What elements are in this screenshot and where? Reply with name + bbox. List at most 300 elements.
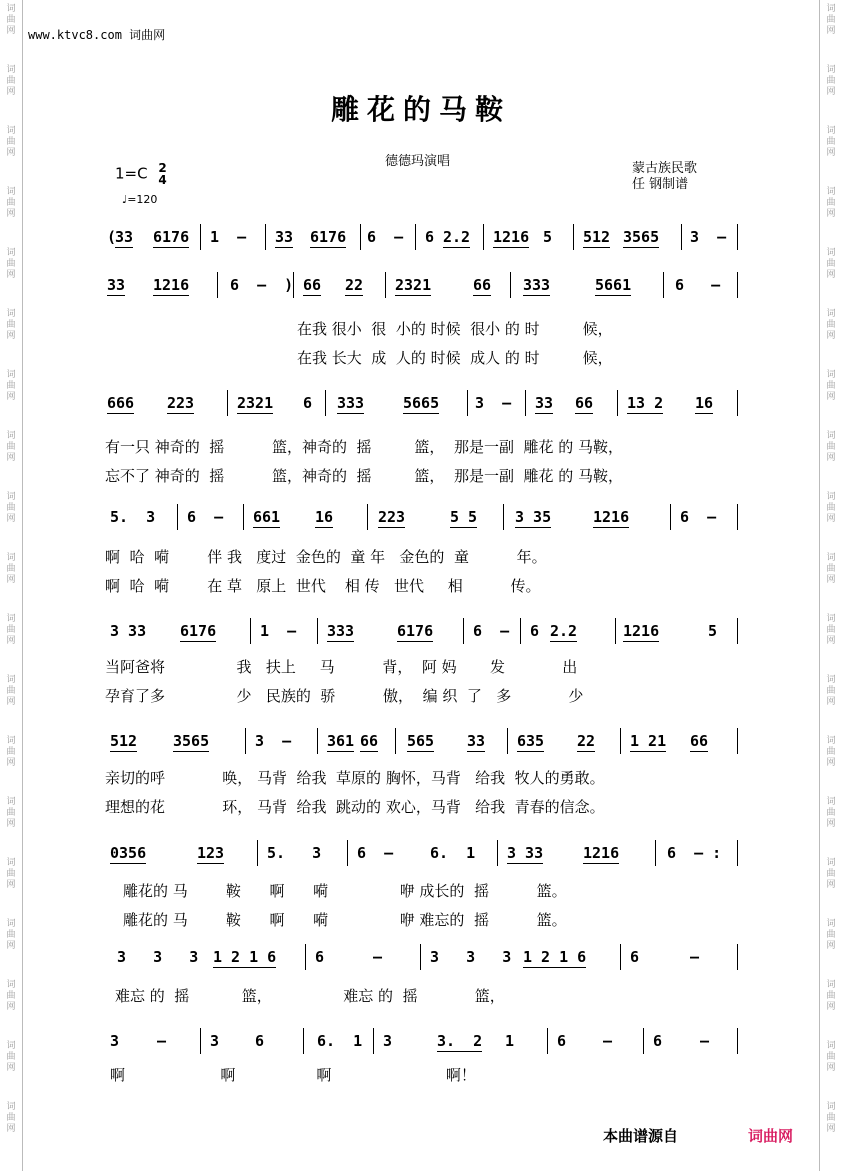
lyric-line — [105, 1064, 741, 1086]
bar-line — [265, 224, 266, 250]
bar-line — [670, 504, 671, 530]
watermark-glyphs — [0, 736, 22, 769]
note-group: 6176 — [153, 228, 190, 246]
watermark-char: 网 — [6, 1002, 16, 1012]
watermark-char: 曲 — [6, 503, 16, 513]
watermark-char: 词 — [826, 919, 836, 929]
note-group: 6 – : — [667, 844, 722, 862]
watermark-char: 词 — [826, 980, 836, 990]
bar-line — [507, 728, 508, 754]
watermark-char: 网 — [6, 819, 16, 829]
note-group: 6176 — [310, 228, 347, 246]
note-group: 33 — [535, 394, 554, 412]
bar-line — [243, 504, 244, 530]
watermark-char: 词 — [6, 187, 16, 197]
watermark-char: 网 — [826, 26, 836, 36]
bar-line — [510, 272, 511, 298]
note-group: 361 — [327, 732, 355, 750]
note-group: 5 — [708, 622, 718, 640]
note-group: 33 — [107, 276, 126, 294]
note-group: 3 35 — [515, 508, 552, 526]
bar-line — [737, 728, 738, 754]
note-group: 2321 — [395, 276, 432, 294]
note-group: 3565 — [173, 732, 210, 750]
note-group: 6 — [557, 1032, 567, 1050]
time-signature — [158, 162, 166, 186]
note-group: – — [157, 1032, 167, 1050]
note-group: 3 3 3 — [117, 948, 199, 966]
watermark-char: 曲 — [826, 503, 836, 513]
watermark-char: 词 — [6, 614, 16, 624]
watermark-char: 曲 — [6, 259, 16, 269]
note-group: 16 — [315, 508, 334, 526]
watermark-char: 词 — [826, 187, 836, 197]
watermark-char: 曲 — [826, 320, 836, 330]
note-group: 6 – — [357, 844, 394, 862]
watermark-char: 网 — [6, 331, 16, 341]
watermark-char: 曲 — [6, 320, 16, 330]
watermark-char: 曲 — [826, 1113, 836, 1123]
note-group: 1 2 1 6 — [213, 948, 277, 966]
watermark-char: 网 — [6, 758, 16, 768]
watermark-glyphs — [0, 370, 22, 403]
watermark-char: 词 — [6, 492, 16, 502]
bar-line — [293, 272, 294, 298]
note-group: ( — [107, 228, 117, 246]
watermark-char: 曲 — [826, 564, 836, 574]
credit-line-2: 任 钢制谱 — [632, 177, 689, 192]
note-group: 0356 — [110, 844, 147, 862]
watermark-glyphs — [820, 248, 842, 281]
note-group: 66 — [360, 732, 379, 750]
lyric-line — [105, 465, 741, 487]
note-group: 1 – — [260, 622, 297, 640]
bar-line — [573, 224, 574, 250]
lyric-text: 雕花的 马 鞍 啊 嗬 咿 难忘的 摇 篮。 — [123, 911, 567, 929]
note-group: 1216 — [593, 508, 630, 526]
bar-line — [737, 618, 738, 644]
watermark-char: 网 — [6, 941, 16, 951]
song-title: 雕花的马鞍 — [330, 93, 511, 126]
notation-row — [105, 268, 741, 304]
watermark-glyphs — [0, 492, 22, 525]
note-group: 33 — [275, 228, 294, 246]
watermark-char: 网 — [6, 148, 16, 158]
note-group: 6 — [255, 1032, 265, 1050]
note-group: 3 – — [255, 732, 292, 750]
watermark-glyphs — [820, 797, 842, 830]
note-group: – — [603, 1032, 613, 1050]
watermark-char: 网 — [826, 270, 836, 280]
note-group: 6 — [315, 948, 325, 966]
note-group: 13 2 — [627, 394, 664, 412]
note-group: 6 — [530, 622, 540, 640]
tempo-mark: ♩=120 — [122, 193, 158, 206]
lyric-text: 亲切的呼 唤， 马背 给我 草原的 胸怀，马背 给我 牧人的勇敢。 — [105, 769, 605, 787]
watermark-char: 网 — [6, 392, 16, 402]
note-group: 6176 — [180, 622, 217, 640]
bar-line — [737, 840, 738, 866]
watermark-char: 曲 — [826, 76, 836, 86]
watermark-glyphs — [820, 187, 842, 220]
note-group: 5. 3 — [267, 844, 322, 862]
bar-line — [245, 728, 246, 754]
note-group: 333 — [327, 622, 355, 640]
bar-line — [360, 224, 361, 250]
watermark-char: 词 — [826, 736, 836, 746]
watermark-glyphs — [820, 919, 842, 952]
watermark-glyphs — [820, 614, 842, 647]
lyric-text: 难忘 的 摇 篮， 难忘 的 摇 篮， — [115, 987, 505, 1005]
bar-line — [227, 390, 228, 416]
watermark-char: 网 — [6, 453, 16, 463]
bar-line — [200, 224, 201, 250]
note-group: 22 — [345, 276, 364, 294]
watermark-char: 词 — [6, 736, 16, 746]
watermark-glyphs — [820, 1102, 842, 1135]
watermark-glyphs — [820, 980, 842, 1013]
watermark-char: 词 — [6, 431, 16, 441]
watermark-char: 曲 — [6, 564, 16, 574]
notation-row — [105, 500, 741, 536]
watermark-char: 网 — [6, 209, 16, 219]
watermark-char: 曲 — [826, 930, 836, 940]
note-group: – — [690, 948, 700, 966]
bar-line — [643, 1028, 644, 1054]
lyric-line — [105, 436, 741, 458]
note-group: 3 – — [690, 228, 727, 246]
watermark-char: 词 — [6, 553, 16, 563]
note-group: 223 — [378, 508, 406, 526]
watermark-char: 网 — [6, 270, 16, 280]
watermark-char: 曲 — [6, 869, 16, 879]
watermark-glyphs — [0, 187, 22, 220]
note-group: 6. 1 — [430, 844, 476, 862]
watermark-glyphs — [820, 126, 842, 159]
note-group: 6 — [303, 394, 313, 412]
note-group: 5 — [543, 228, 553, 246]
note-group: 2.2 — [443, 228, 471, 246]
watermark-char: 网 — [826, 514, 836, 524]
note-group: 1 – — [210, 228, 247, 246]
bar-line — [620, 944, 621, 970]
watermark-char: 曲 — [826, 15, 836, 25]
watermark-glyphs — [0, 797, 22, 830]
note-group: 3 — [210, 1032, 220, 1050]
watermark-char: 词 — [826, 370, 836, 380]
note-group: 512 — [110, 732, 138, 750]
watermark-char: 曲 — [826, 747, 836, 757]
note-group: 123 — [197, 844, 225, 862]
watermark-char: 网 — [826, 819, 836, 829]
right-margin-watermark-strip — [819, 0, 842, 1171]
watermark-char: 曲 — [6, 442, 16, 452]
watermark-char: 词 — [826, 492, 836, 502]
notation-row — [105, 1024, 741, 1060]
note-group: 33 — [467, 732, 486, 750]
watermark-glyphs — [0, 919, 22, 952]
bar-line — [497, 840, 498, 866]
bar-line — [483, 224, 484, 250]
bar-line — [737, 224, 738, 250]
watermark-glyphs — [0, 1102, 22, 1135]
watermark-char: 网 — [6, 880, 16, 890]
watermark-char: 曲 — [6, 137, 16, 147]
watermark-glyphs — [0, 309, 22, 342]
watermark-char: 网 — [826, 941, 836, 951]
bar-line — [737, 1028, 738, 1054]
singer-credit: 德德玛演唱 — [385, 154, 451, 169]
key-signature — [115, 162, 167, 186]
note-group: 6176 — [397, 622, 434, 640]
watermark-char: 曲 — [6, 1113, 16, 1123]
bar-line — [737, 504, 738, 530]
watermark-char: 曲 — [826, 442, 836, 452]
watermark-glyphs — [0, 126, 22, 159]
watermark-char: 曲 — [6, 625, 16, 635]
lyric-line — [105, 909, 741, 931]
lyric-line — [105, 985, 741, 1007]
watermark-char: 曲 — [6, 15, 16, 25]
lyric-line — [105, 685, 741, 707]
watermark-char: 网 — [826, 758, 836, 768]
watermark-char: 曲 — [6, 808, 16, 818]
bar-line — [547, 1028, 548, 1054]
note-group: 3 33 — [507, 844, 544, 862]
lyric-text: 啊 啊 啊 啊！ — [110, 1066, 476, 1084]
lyric-text: 啊 哈 嗬 伴 我 度过 金色的 童 年 金色的 童 年。 — [105, 548, 547, 566]
note-group: 3 — [383, 1032, 393, 1050]
watermark-char: 网 — [6, 636, 16, 646]
watermark-char: 曲 — [826, 991, 836, 1001]
watermark-glyphs — [0, 553, 22, 586]
notation-row — [105, 724, 741, 760]
note-group: 6. 1 — [317, 1032, 363, 1050]
bar-line — [317, 618, 318, 644]
note-group: 6 — [425, 228, 435, 246]
watermark-glyphs — [0, 614, 22, 647]
note-group: 1 — [505, 1032, 515, 1050]
note-group: 5 5 — [450, 508, 478, 526]
watermark-char: 词 — [6, 675, 16, 685]
watermark-char: 词 — [826, 858, 836, 868]
bar-line — [467, 390, 468, 416]
bar-line — [257, 840, 258, 866]
watermark-char: 网 — [6, 1124, 16, 1134]
watermark-char: 网 — [826, 87, 836, 97]
lyric-line — [105, 546, 741, 568]
bar-line — [373, 1028, 374, 1054]
watermark-char: 曲 — [6, 198, 16, 208]
watermark-char: 词 — [6, 1041, 16, 1051]
note-group: 6 – — [187, 508, 224, 526]
lyric-text: 理想的花 环， 马背 给我 跳动的 欢心，马背 给我 青春的信念。 — [105, 798, 605, 816]
note-group: 16 — [695, 394, 714, 412]
note-group: 5661 — [595, 276, 632, 294]
watermark-char: 词 — [826, 431, 836, 441]
watermark-glyphs — [0, 248, 22, 281]
credit-line-1: 蒙古族民歌 — [632, 161, 698, 176]
notation-row — [105, 386, 741, 422]
note-group: 1216 — [153, 276, 190, 294]
note-group: 635 — [517, 732, 545, 750]
watermark-glyphs — [0, 980, 22, 1013]
note-group: 3 — [110, 1032, 120, 1050]
note-group: 565 — [407, 732, 435, 750]
bar-line — [617, 390, 618, 416]
bar-line — [655, 840, 656, 866]
watermark-char: 曲 — [6, 930, 16, 940]
lyric-line — [105, 880, 741, 902]
watermark-char: 曲 — [6, 991, 16, 1001]
watermark-char: 曲 — [826, 869, 836, 879]
lyric-line — [105, 767, 741, 789]
bar-line — [463, 618, 464, 644]
site-label[interactable]: www.ktvc8.com 词曲网 — [28, 28, 166, 42]
bar-line — [177, 504, 178, 530]
watermark-glyphs — [820, 553, 842, 586]
bar-line — [303, 1028, 304, 1054]
watermark-char: 曲 — [6, 76, 16, 86]
note-group: 6 – — [367, 228, 404, 246]
watermark-char: 网 — [6, 26, 16, 36]
watermark-glyphs — [0, 4, 22, 37]
composer-credit — [632, 161, 697, 193]
note-group: 1 21 — [630, 732, 667, 750]
watermark-char: 曲 — [826, 686, 836, 696]
bar-line — [737, 944, 738, 970]
bar-line — [325, 390, 326, 416]
bar-line — [317, 728, 318, 754]
bar-line — [395, 728, 396, 754]
watermark-char: 网 — [826, 148, 836, 158]
note-group: 666 — [107, 394, 135, 412]
note-group: 661 — [253, 508, 281, 526]
watermark-char: 网 — [826, 880, 836, 890]
bar-line — [367, 504, 368, 530]
watermark-char: 词 — [826, 65, 836, 75]
watermark-char: 词 — [826, 126, 836, 136]
watermark-char: 网 — [6, 87, 16, 97]
bar-line — [663, 272, 664, 298]
meter-bottom: 4 — [158, 173, 167, 187]
watermark-char: 词 — [826, 309, 836, 319]
footer-site-link[interactable]: 词曲网 — [748, 1127, 794, 1145]
watermark-char: 网 — [826, 636, 836, 646]
watermark-char: 词 — [6, 309, 16, 319]
watermark-char: 网 — [6, 1063, 16, 1073]
note-group: 6 – ) — [230, 276, 294, 294]
lyric-text: 啊 哈 嗬 在 草 原上 世代 相 传 世代 相 传。 — [105, 577, 541, 595]
note-group: 1216 — [493, 228, 530, 246]
bar-line — [520, 618, 521, 644]
watermark-char: 词 — [6, 858, 16, 868]
watermark-char: 网 — [826, 1002, 836, 1012]
bar-line — [737, 390, 738, 416]
watermark-glyphs — [820, 309, 842, 342]
lyric-line — [105, 318, 741, 340]
note-group: 333 — [337, 394, 365, 412]
note-group: – — [700, 1032, 710, 1050]
note-group: 3 – — [475, 394, 512, 412]
note-group: 22 — [577, 732, 596, 750]
note-group: 3565 — [623, 228, 660, 246]
watermark-char: 曲 — [826, 259, 836, 269]
watermark-char: 曲 — [6, 1052, 16, 1062]
watermark-char: 词 — [826, 1102, 836, 1112]
notation-row — [105, 940, 741, 976]
watermark-char: 词 — [826, 553, 836, 563]
watermark-glyphs — [820, 736, 842, 769]
note-group: 223 — [167, 394, 195, 412]
watermark-glyphs — [0, 675, 22, 708]
note-group: 66 — [575, 394, 594, 412]
bar-line — [615, 618, 616, 644]
watermark-glyphs — [0, 1041, 22, 1074]
note-group: 3 3 3 — [430, 948, 512, 966]
watermark-char: 曲 — [826, 137, 836, 147]
watermark-char: 网 — [6, 575, 16, 585]
left-margin-watermark-strip — [0, 0, 23, 1171]
notation-row — [105, 614, 741, 650]
watermark-glyphs — [0, 431, 22, 464]
lyric-text: 在我 长大 成 人的 时候 成人 的 时 候， — [297, 349, 613, 367]
watermark-char: 词 — [826, 614, 836, 624]
watermark-glyphs — [820, 370, 842, 403]
notation-row — [105, 836, 741, 872]
note-group: 66 — [473, 276, 492, 294]
watermark-char: 网 — [826, 575, 836, 585]
watermark-glyphs — [0, 858, 22, 891]
note-group: 512 — [583, 228, 611, 246]
watermark-char: 网 — [826, 331, 836, 341]
watermark-char: 曲 — [6, 381, 16, 391]
watermark-char: 网 — [826, 209, 836, 219]
watermark-char: 网 — [826, 453, 836, 463]
note-group: 2321 — [237, 394, 274, 412]
note-group: 3. 2 — [437, 1032, 483, 1050]
lyric-line — [105, 347, 741, 369]
lyric-line — [105, 575, 741, 597]
watermark-char: 词 — [826, 4, 836, 14]
note-group: 2.2 — [550, 622, 578, 640]
note-group: 5665 — [403, 394, 440, 412]
bar-line — [503, 504, 504, 530]
watermark-glyphs — [820, 858, 842, 891]
watermark-char: 网 — [826, 1063, 836, 1073]
bar-line — [250, 618, 251, 644]
note-group: 333 — [523, 276, 551, 294]
note-group: 6 — [630, 948, 640, 966]
note-group: 5. 3 — [110, 508, 156, 526]
lyric-text: 在我 很小 很 小的 时候 很小 的 时 候， — [297, 320, 613, 338]
note-group: 3 33 — [110, 622, 147, 640]
meter-top: 2 — [158, 161, 167, 175]
note-group: – — [373, 948, 383, 966]
watermark-char: 词 — [6, 1102, 16, 1112]
watermark-char: 词 — [6, 248, 16, 258]
bar-line — [385, 272, 386, 298]
watermark-char: 词 — [6, 797, 16, 807]
bar-line — [620, 728, 621, 754]
watermark-glyphs — [820, 675, 842, 708]
watermark-char: 曲 — [826, 198, 836, 208]
note-group: 1 2 1 6 — [523, 948, 587, 966]
lyric-text: 孕育了多 少 民族的 骄 傲， 编 织 了 多 少 — [105, 687, 584, 705]
watermark-char: 词 — [826, 1041, 836, 1051]
lyric-text: 忘不了 神奇的 摇 篮，神奇的 摇 篮， 那是一副 雕花 的 马鞍， — [105, 467, 624, 485]
note-group: 66 — [303, 276, 322, 294]
